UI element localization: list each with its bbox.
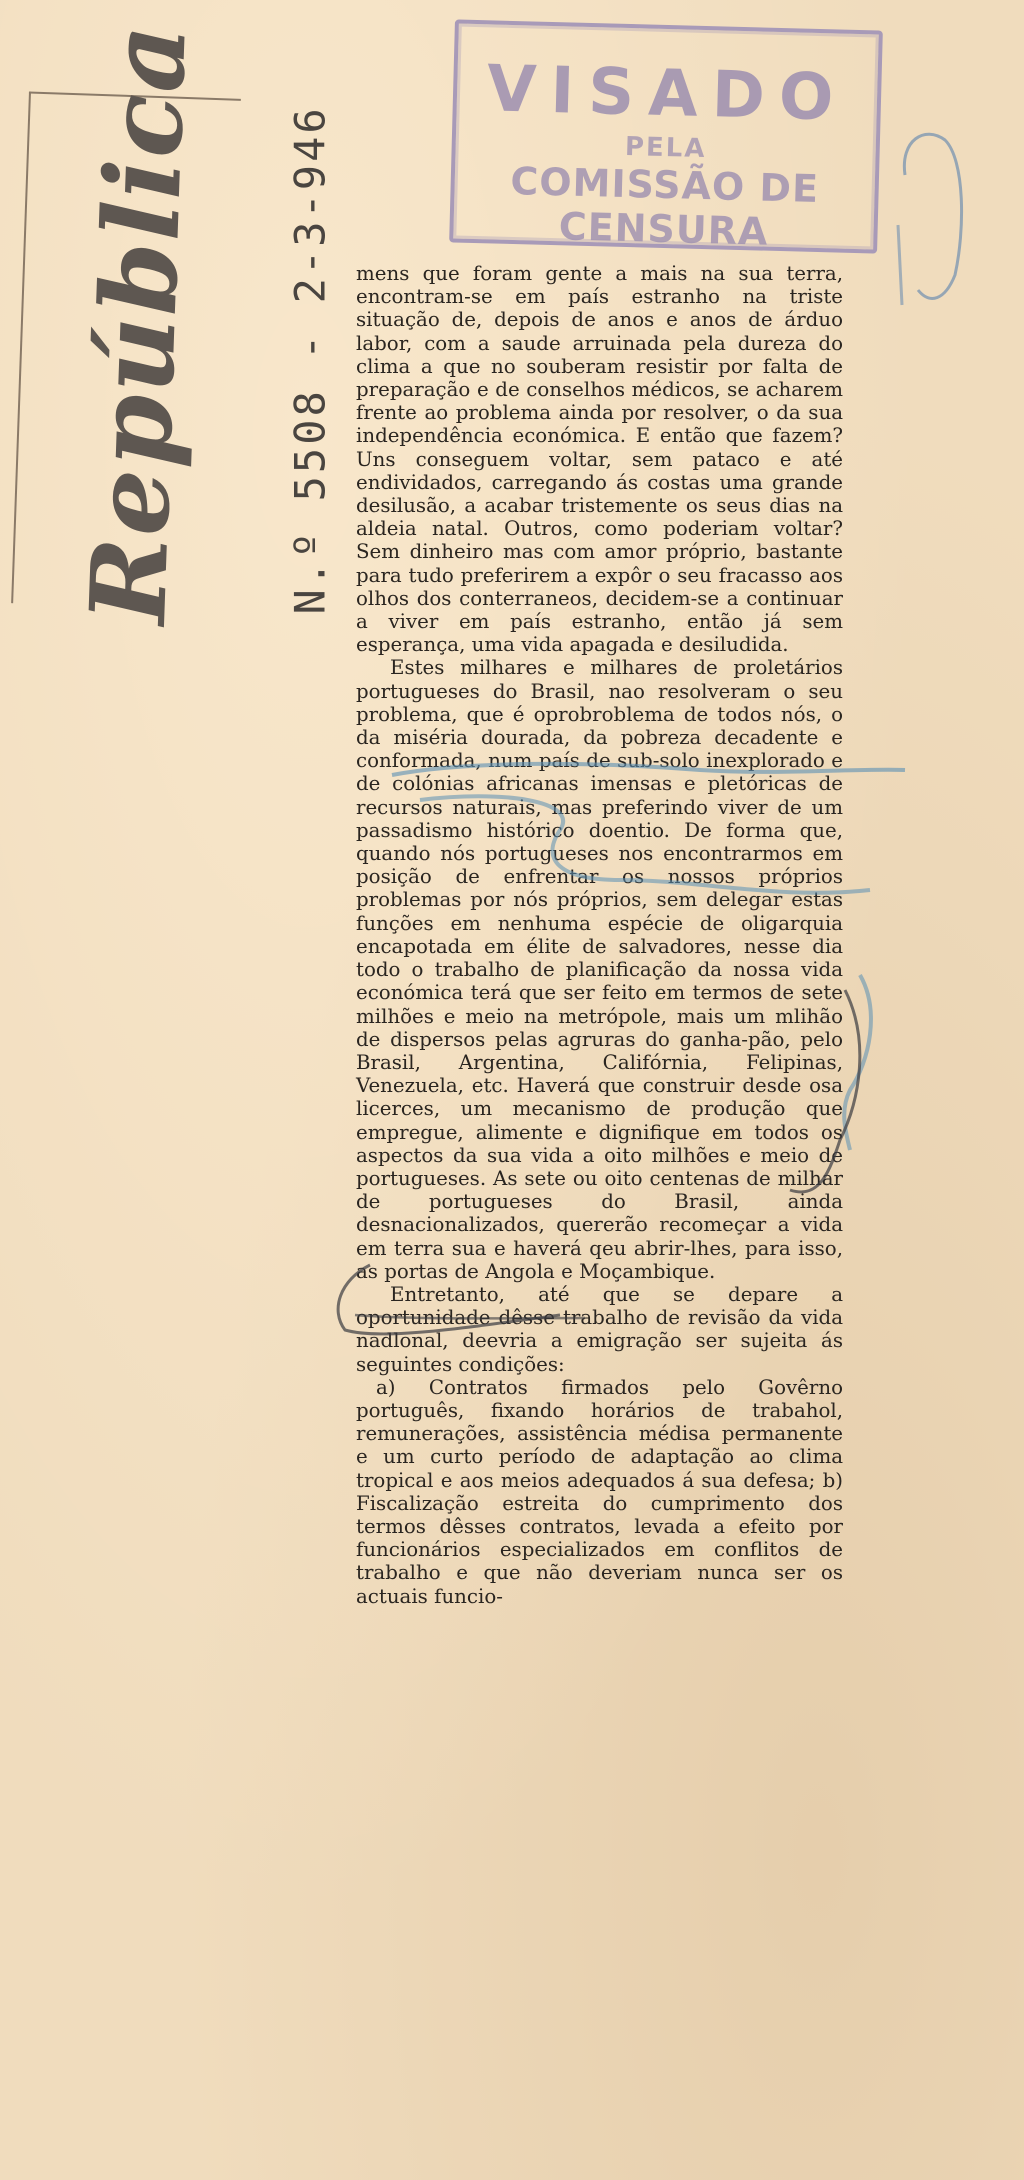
stamp-commission: COMISSÃO DE CENSURA [509,158,820,254]
article-paragraph-3: Entretanto, até que se depare a oportunidade dêsse trabalho de revisão da vida nadlonal, deevria a emigração ser sujeita ás seguintes condições: [356,1282,843,1376]
blue-pencil-scribble [392,764,905,775]
article-paragraph-2: Estes milhares e milhares de proletários portugueses do Brasil, nao resolveram o seu problema, que é oprobroblema de todos nós, o da miséria dourada, da pobreza decadente e conformada, num país de sub-solo inexplorado e de colónias africanas imensas e pletóricas de recursos naturais, mas preferindo viver de um passadismo histórico doentio. De forma que, quando nós portugueses nos encontrarmos em posição de enfrentar os nossos próprios problemas por nós próprios, sem delegar estas funções em nenhuma espécie de oligarquia encapotada em élite de salvadores, nesse dia todo o trabalho de planificação da nossa vida económica terá que ser feito em termos de sete milhões e meio na metrópole, mais um mlihão de dispersos pelas agruras do ganha-pão, pelo Brasil, Argentina, Califórnia, Felipinas, Venezuela, etc. Haverá que construir desde osa licerces, um mecanismo de produção que empregue, alimente e dignifique em todos os aspectos da sua vida a oito milhões e meio de portugueses. As sete ou oito centenas de milhar de portugueses do Brasil, ainda desnacionalizados, quererão recomeçar a vida em terra sua e haverá qeu abrir-lhes, para isso, as portas de Angola e Moçambique. [356,656,843,1283]
blue-pencil-mark-top [904,134,961,298]
article-paragraph-1: mens que foram gente a mais na sua terra, encontram-se em país estranho na triste situação de, depois de anos e anos de árduo labor, com a saude arruinada pela dureza do clima a que no souberam resistir por falta de preparação e de conselhos médicos, se acharem frente ao problema ainda por resolver, o da sua independência económica. E então que fazem? Uns conseguem voltar, sem pataco e até endividados, carregando ás costas uma grande desilusão, a acabar tristemente os seus dias na aldeia natal. Outros, como poderiam voltar? Sem dinheiro mas com amor próprio, bastante para tudo preferirem a expôr o seu fracasso aos olhos dos conterraneos, decidem-se a continuar a viver em país estranho, então já sem esperança, uma vida apagada e desiludida. [356,262,843,657]
pencil-loop-left [338,1265,560,1334]
blue-pencil-mark-side [898,225,902,305]
stamp-pela: PELA [624,131,707,165]
article-paragraph-4: a) Contratos firmados pelo Govêrno português, fixando horários de trabahol, remunerações, assistência médisa permanente e um curto período de adaptação ao clima tropical e aos meios adequados á sua defesa; b) Fiscalização estreita do cumprimento dos termos dêsses contratos, levada a efeito por funcionários especializados em conflitos de trabalho e que não deveriam nunca ser os actuais funcio- [356,1375,843,1608]
archive-reference: N.º 5508 - 2-3-946 [285,105,335,615]
newspaper-title: República [66,20,210,626]
stamp-visado: VISADO [485,52,849,136]
blue-pencil-curve [420,796,870,893]
